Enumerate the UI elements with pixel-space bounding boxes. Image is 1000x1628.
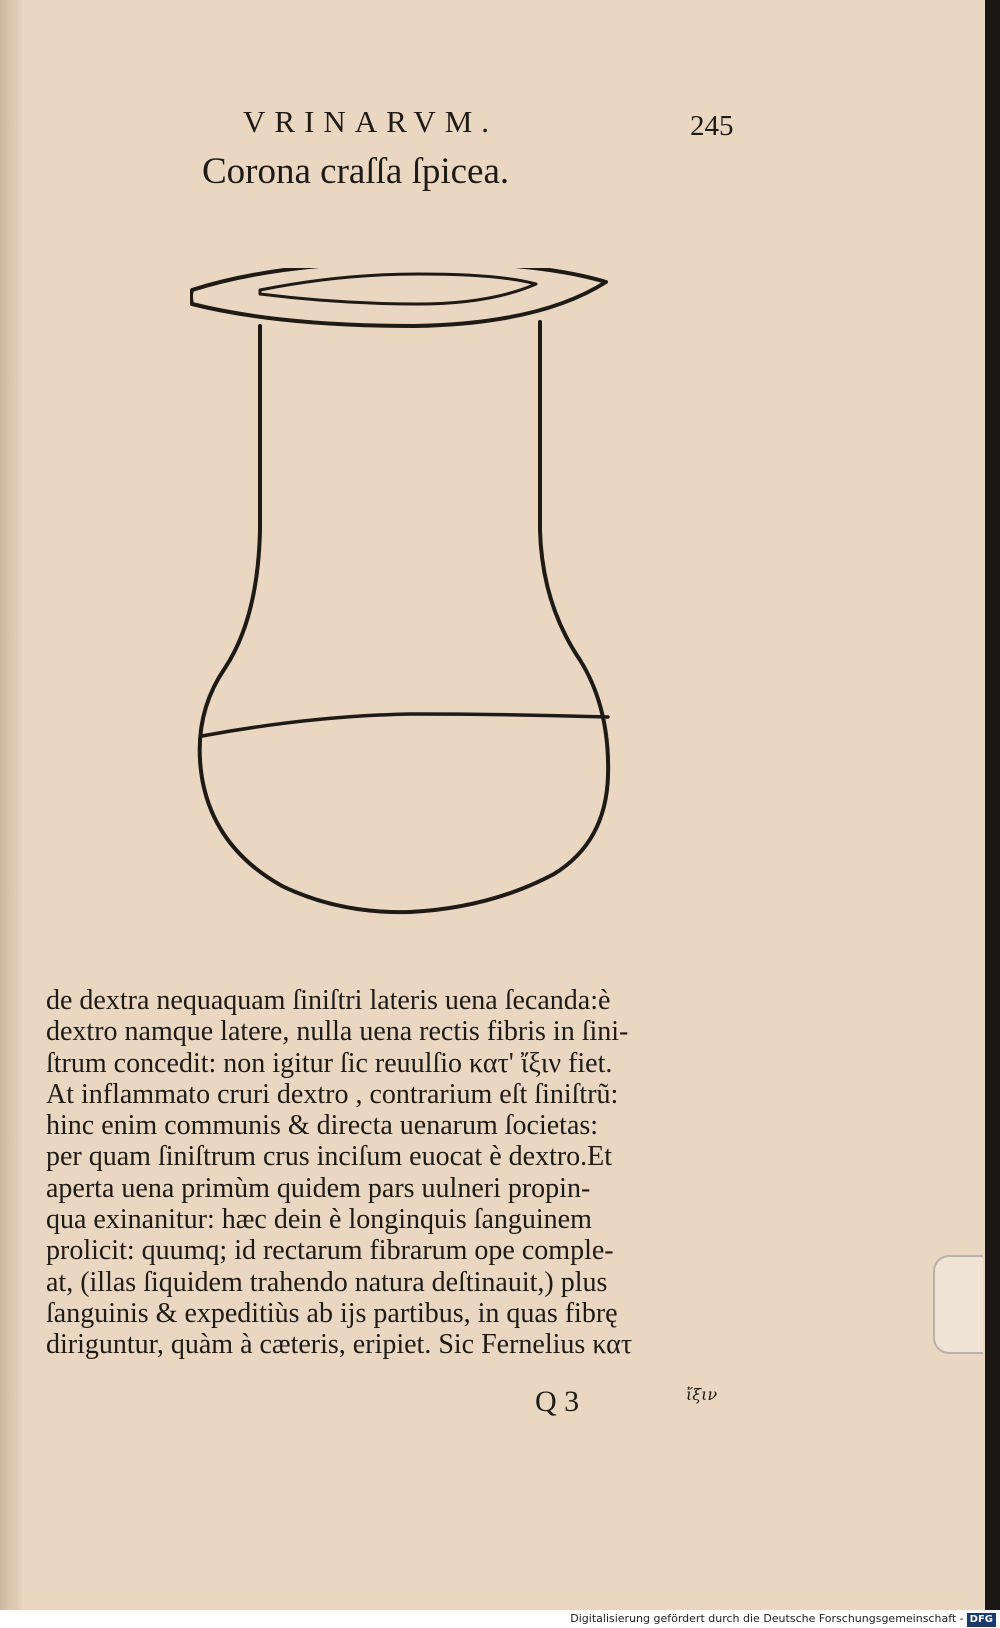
page-number: 245 [690,110,734,142]
running-head: VRINARVM. [243,104,499,139]
page-tab-clip [933,1255,983,1354]
dfg-logo: DFG [967,1613,996,1627]
text-line: ſanguinis & expeditiùs ab ijs partibus, in quas fibrę [46,1297,618,1329]
text-line: diriguntur, quàm à cæteris, eripiet. Sic Fernelius κατ [46,1329,633,1361]
figure-title: Corona craſſa ſpicea. [202,151,510,192]
text-line: prolicit: quumq; id rectarum fibrarum ope comple- [46,1235,614,1267]
flask-rim-inner [260,274,536,304]
body-text [46,985,746,1361]
text-line: de dextra nequaquam ſiniſtri lateris uena ſecanda:è [46,985,611,1016]
text-line: hinc enim communis & directa uenarum ſocietas: [46,1110,599,1142]
text-line: dextro namque latere, nulla uena rectis fibris in ſini- [46,1016,629,1048]
text-line: ſtrum concedit: non igitur ſic reuulſio κατ' ἴξιν fiet. [46,1047,613,1079]
digitization-footer [0,1610,1000,1628]
signature-mark: Q 3 [535,1385,580,1418]
text-line: per quam ſiniſtrum crus inciſum euocat è dextro.Et [46,1141,613,1173]
catchword: ἴξιν [686,1385,718,1404]
text-line: At inflammato cruri dextro , contrarium eſt ſiniſtrũ: [46,1078,619,1110]
text-line: at, (illas ſiquidem trahendo natura deſtinauit,) plus [46,1266,608,1298]
digitization-credit: Digitalisierung gefördert durch die Deutsche Forschungsgemeinschaft - [570,1612,964,1625]
page-header [0,0,985,150]
text-line: aperta uena primùm quidem pars uulneri propin- [46,1172,591,1204]
urine-flask-illustration [190,268,620,918]
page-gutter-edge [0,0,22,1610]
flask-left-wall [200,322,608,912]
flask-rim-outer [191,268,606,326]
flask-liquid-line [202,714,608,736]
text-line: qua exinanitur: hæc dein è longinquis ſanguinem [46,1204,592,1236]
